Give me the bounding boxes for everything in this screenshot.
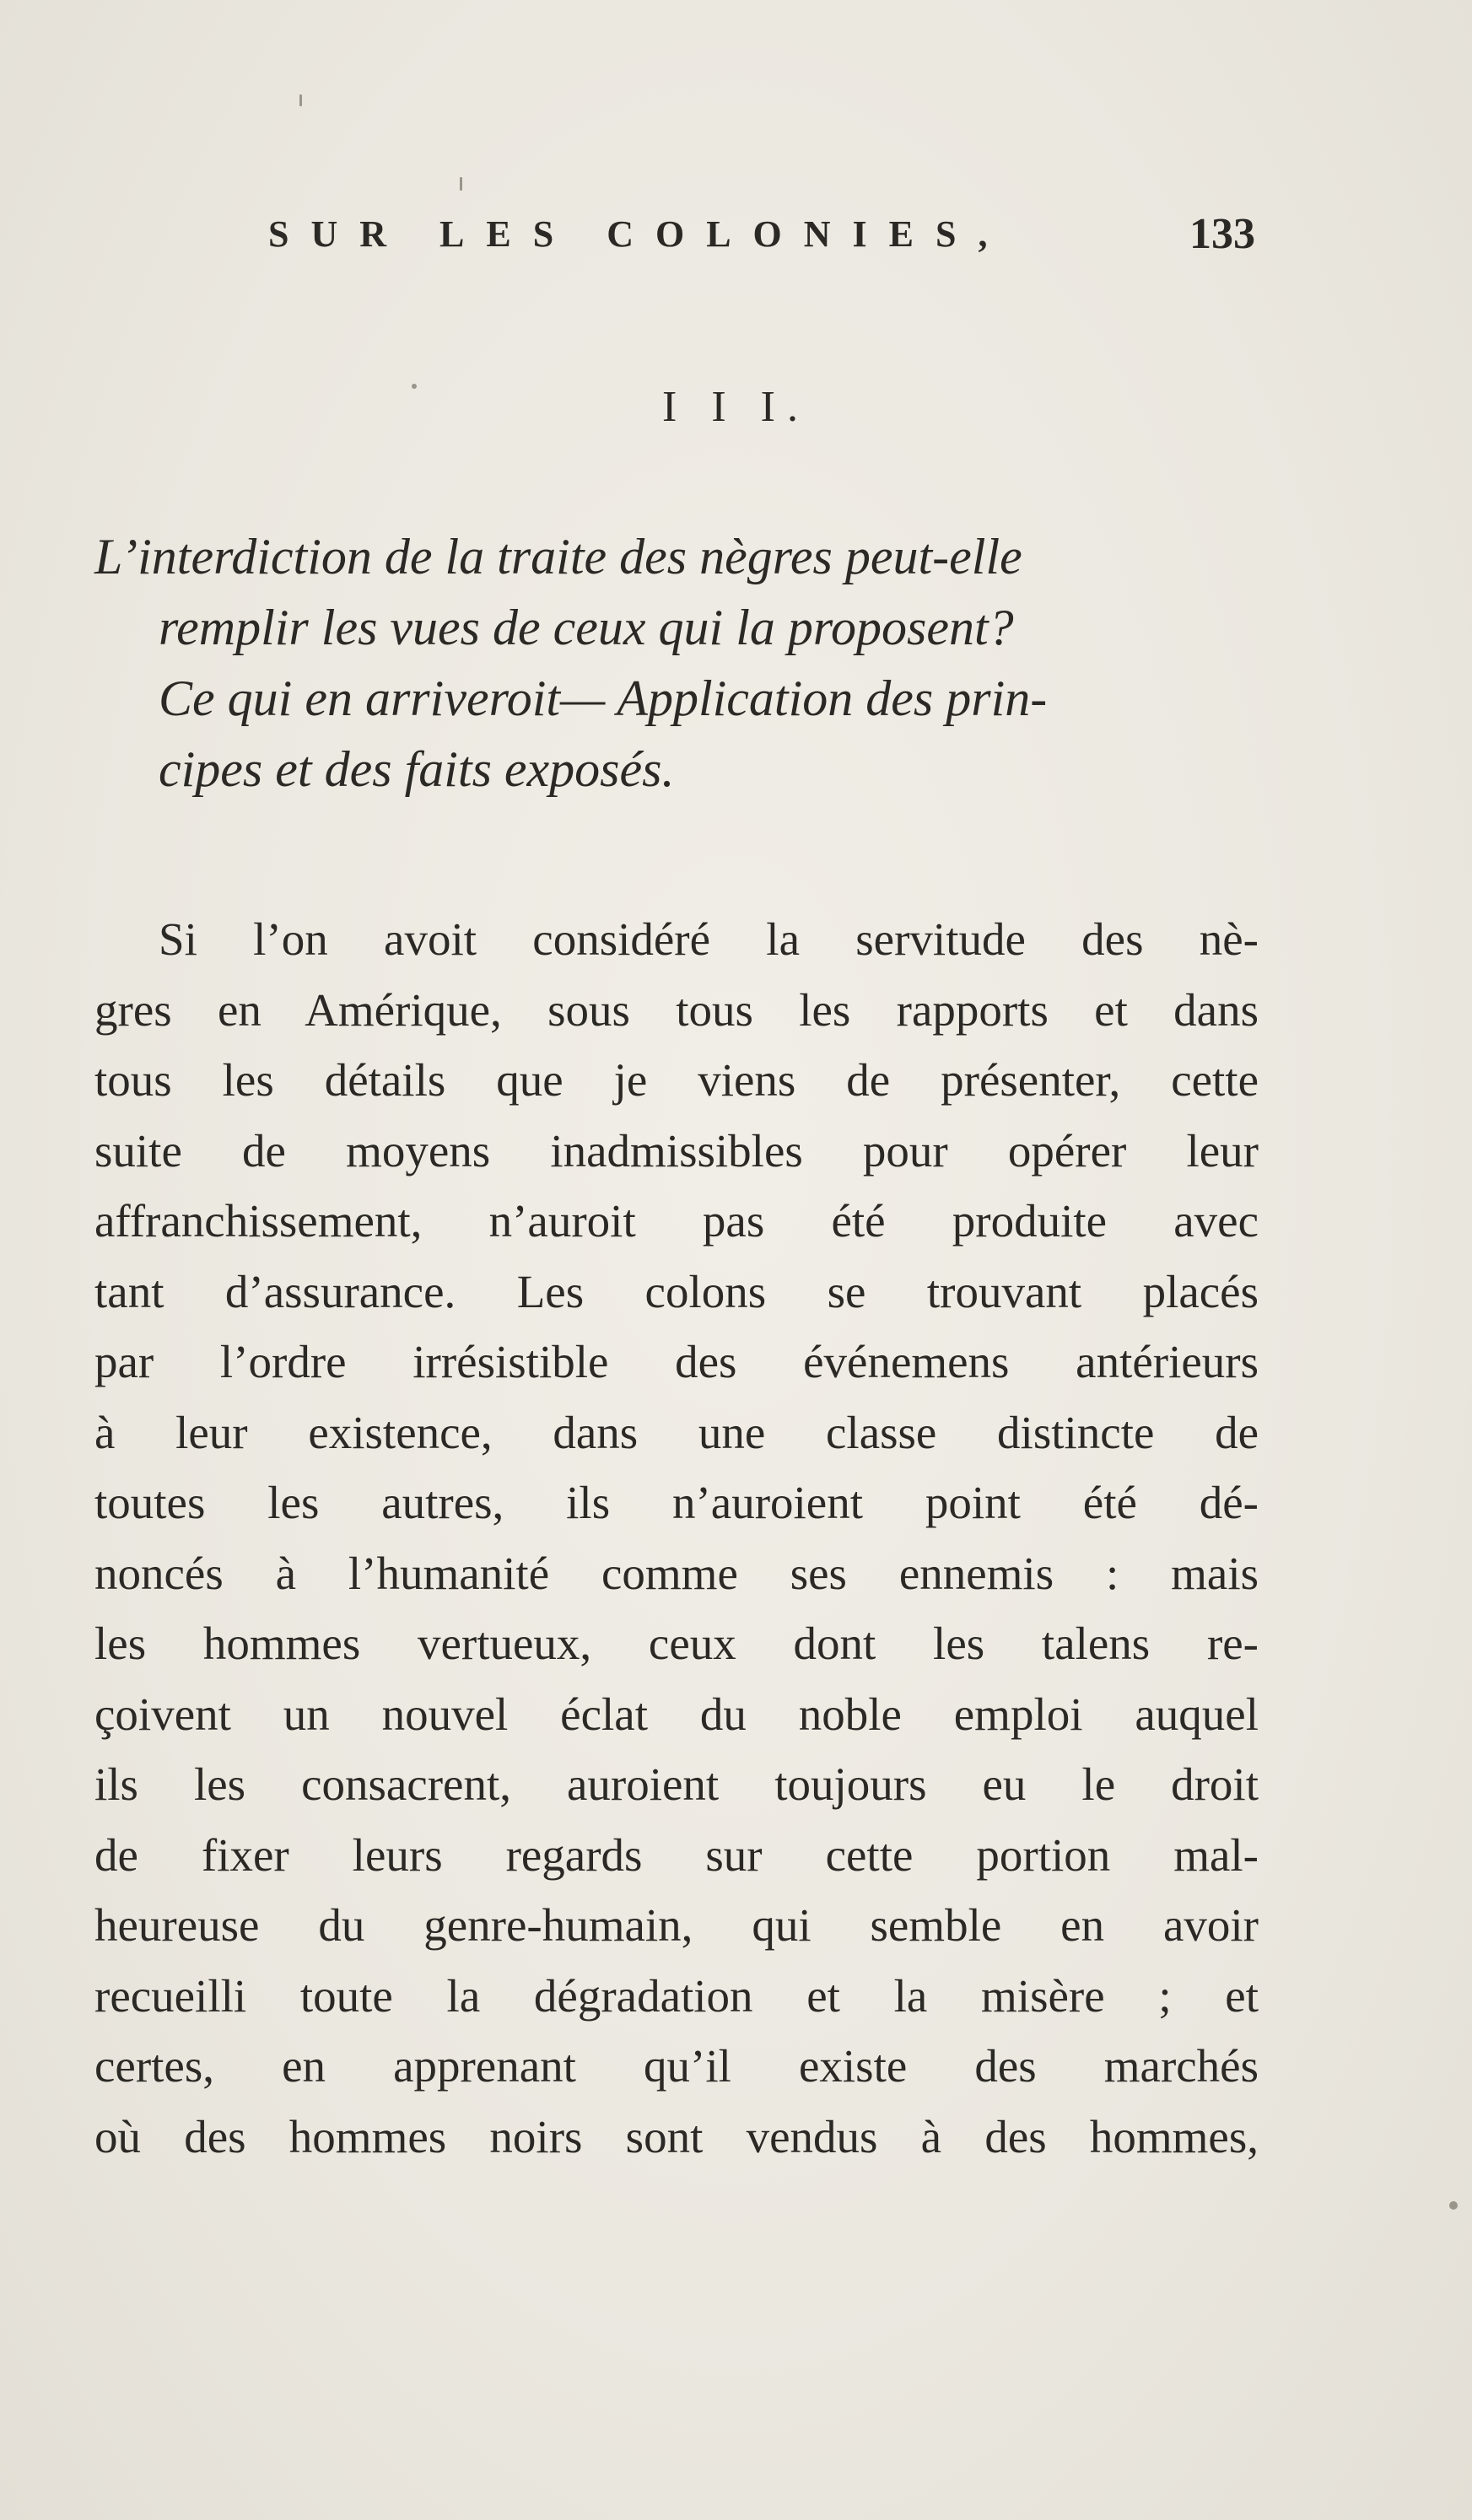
section-number: I I I.: [662, 383, 810, 431]
paper-speck: [460, 177, 462, 191]
body-line: gres en Amérique, sous tous les rapports et dans: [94, 983, 1259, 1036]
section-summary: [94, 521, 1259, 805]
body-line: affranchissement, n’auroit pas été produite avec: [94, 1195, 1259, 1247]
body-line: tous les détails que je viens de présenter, cette: [94, 1054, 1259, 1106]
body-line: heureuse du genre-humain, qui semble en avoir: [94, 1899, 1259, 1951]
body-line: où des hommes noirs sont vendus à des hommes,: [94, 2110, 1259, 2162]
summary-line: remplir les vues de ceux qui la proposent?: [159, 600, 1014, 655]
body-line: recueilli toute la dégradation et la misère ; et: [94, 1969, 1259, 2022]
body-line: toutes les autres, ils n’auroient point été dé-: [94, 1477, 1259, 1528]
running-head: [268, 209, 1255, 268]
paper-speck: [299, 94, 302, 106]
body-line: Si l’on avoit considéré la servitude des nè-: [159, 913, 1259, 965]
summary-line: L’interdiction de la traite des nègres peut-elle: [94, 529, 1022, 584]
summary-line: cipes et des faits exposés.: [159, 741, 675, 797]
summary-line: Ce qui en arriveroit— Application des prin-: [159, 670, 1048, 726]
body-line: suite de moyens inadmissibles pour opérer leur: [94, 1124, 1259, 1177]
page-number: 133: [1189, 210, 1255, 258]
paper-speck: [412, 384, 417, 389]
running-title: SUR LES COLONIES,: [268, 213, 1010, 255]
paper-speck: [1449, 2201, 1458, 2210]
body-paragraph: [94, 904, 1259, 2172]
body-line: de fixer leurs regards sur cette portion mal-: [94, 1828, 1259, 1881]
body-line: noncés à l’humanité comme ses ennemis : mais: [94, 1547, 1259, 1599]
body-line: par l’ordre irrésistible des événemens antérieurs: [94, 1336, 1259, 1387]
body-line: tant d’assurance. Les colons se trouvant placés: [94, 1265, 1259, 1317]
body-line: à leur existence, dans une classe distincte de: [94, 1406, 1259, 1458]
body-line: les hommes vertueux, ceux dont les talens re-: [94, 1618, 1259, 1669]
body-line: ils les consacrent, auroient toujours eu le droit: [94, 1758, 1259, 1810]
body-line: certes, en apprenant qu’il existe des marchés: [94, 2040, 1259, 2092]
body-line: çoivent un nouvel éclat du noble emploi auquel: [94, 1688, 1259, 1740]
